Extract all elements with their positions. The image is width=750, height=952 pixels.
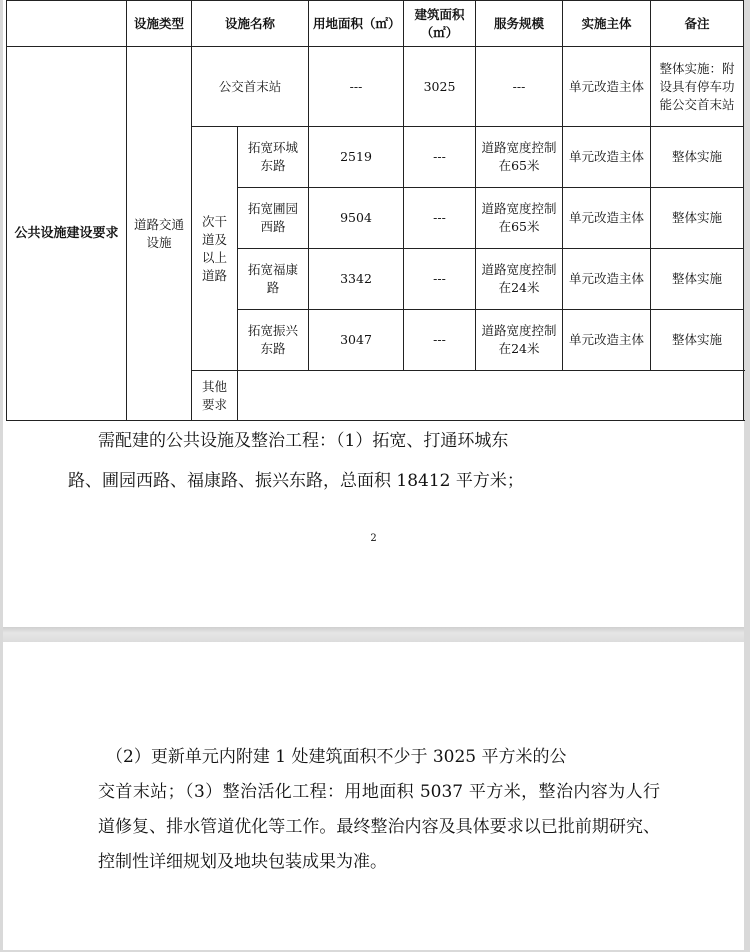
facility-requirements-table <box>6 0 744 421</box>
road-group-cell: 次干道及以上道路 <box>192 127 238 371</box>
paragraph-line: 需配建的公共设施及整治工程：（1）拓宽、打通环城东 <box>98 431 509 451</box>
implementer-cell: 单元改造主体 <box>563 310 651 371</box>
page-separator <box>3 627 744 642</box>
table-header-row <box>7 1 744 47</box>
facility-type-cell: 道路交通设施 <box>127 47 192 421</box>
header-facility-type: 设施类型 <box>127 1 192 47</box>
building-area-cell: --- <box>404 249 476 310</box>
paragraph-renewal-works <box>98 740 660 880</box>
land-area-cell: 3342 <box>309 249 404 310</box>
header-blank-cell <box>7 1 127 47</box>
land-area-cell: 2519 <box>309 127 404 188</box>
header-implementer: 实施主体 <box>563 1 651 47</box>
implementer-cell: 单元改造主体 <box>563 127 651 188</box>
notes-cell: 整体实施 <box>651 249 744 310</box>
land-area-cell: 9504 <box>309 188 404 249</box>
paragraph-text: 交首末站；（3）整治活化工程：用地面积 5037 平方米，整治内容为人行道修复、排水管道优化等工作。最终整治内容及具体要求以已批前期研究、控制性详细规划及地块包装成果为准。 <box>98 782 660 872</box>
service-scale-cell: 道路宽度控制在65米 <box>476 188 563 249</box>
other-requirements-label: 其他要求 <box>192 371 238 421</box>
service-scale-cell: --- <box>476 47 563 127</box>
implementer-cell: 单元改造主体 <box>563 249 651 310</box>
building-area-cell: --- <box>404 310 476 371</box>
paragraph-public-facilities <box>68 421 658 501</box>
notes-cell: 整体实施：附设具有停车功能公交首末站 <box>651 47 744 127</box>
service-scale-cell: 道路宽度控制在24米 <box>476 249 563 310</box>
table-row <box>7 47 744 127</box>
facility-name-cell: 拓宽福康路 <box>238 249 309 310</box>
page-number: 2 <box>370 533 377 544</box>
document-page-1 <box>3 0 744 627</box>
building-area-cell: --- <box>404 188 476 249</box>
category-cell: 公共设施建设要求 <box>7 47 127 421</box>
facility-name-cell: 拓宽振兴东路 <box>238 310 309 371</box>
facility-name-cell: 拓宽环城东路 <box>238 127 309 188</box>
paragraph-line: （2）更新单元内附建 1 处建筑面积不少于 3025 平方米的公 <box>106 747 567 767</box>
notes-cell: 整体实施 <box>651 127 744 188</box>
land-area-cell: 3047 <box>309 310 404 371</box>
header-land-area: 用地面积（㎡） <box>309 1 404 47</box>
document-page-2 <box>3 642 744 950</box>
facility-name-cell: 拓宽圃园西路 <box>238 188 309 249</box>
service-scale-cell: 道路宽度控制在24米 <box>476 310 563 371</box>
notes-cell: 整体实施 <box>651 310 744 371</box>
header-building-area: 建筑面积（㎡） <box>404 1 476 47</box>
other-requirements-value <box>238 371 744 421</box>
notes-cell: 整体实施 <box>651 188 744 249</box>
building-area-cell: --- <box>404 127 476 188</box>
paragraph-line: 路、圃园西路、福康路、振兴东路，总面积 18412 平方米； <box>68 471 524 491</box>
service-scale-cell: 道路宽度控制在65米 <box>476 127 563 188</box>
header-facility-name: 设施名称 <box>192 1 309 47</box>
header-notes: 备注 <box>651 1 744 47</box>
header-service-scale: 服务规模 <box>476 1 563 47</box>
building-area-cell: 3025 <box>404 47 476 127</box>
implementer-cell: 单元改造主体 <box>563 188 651 249</box>
land-area-cell: --- <box>309 47 404 127</box>
facility-name-cell: 公交首末站 <box>192 47 309 127</box>
implementer-cell: 单元改造主体 <box>563 47 651 127</box>
